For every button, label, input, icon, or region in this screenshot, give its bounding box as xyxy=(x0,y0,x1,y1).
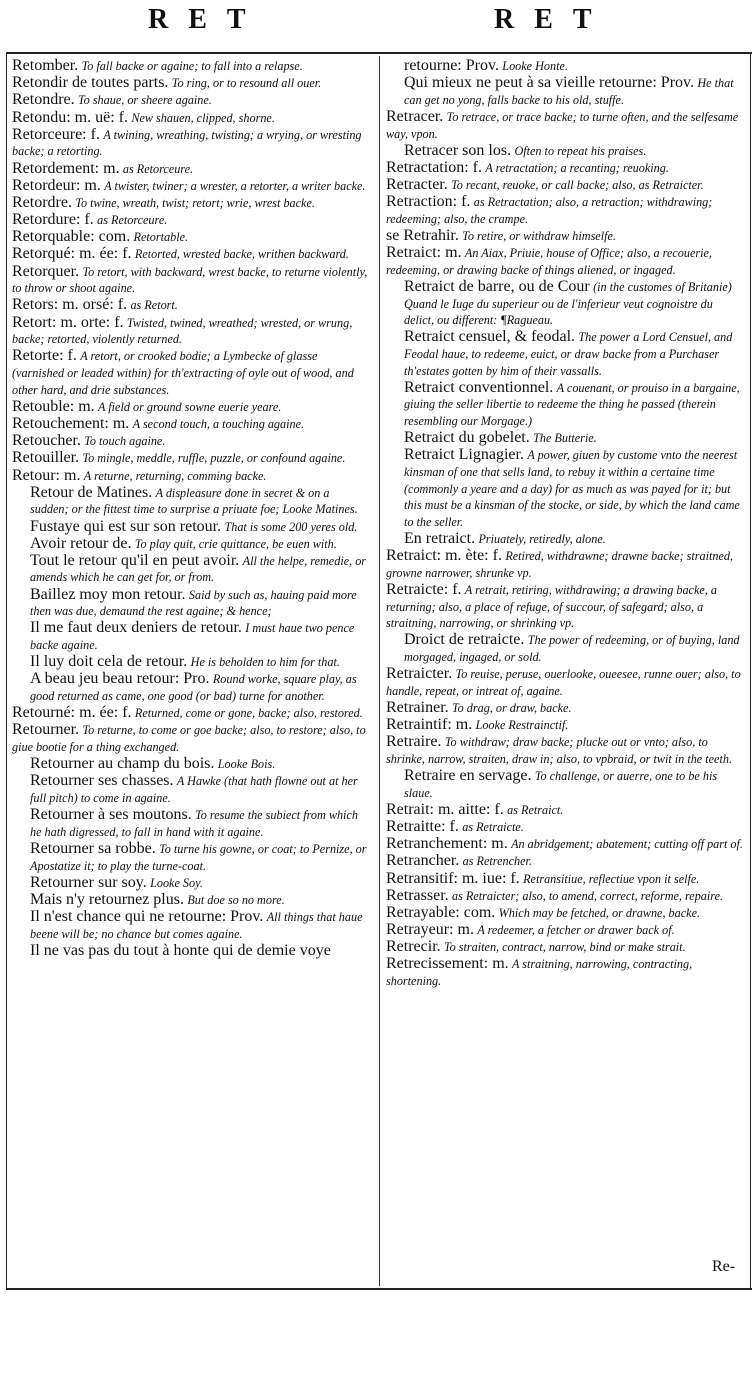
entry-headword: Retorte: f. xyxy=(12,347,77,365)
dictionary-entry xyxy=(12,264,370,297)
entry-definition: Said by such as, hauing paid more then was due, demaund the rest againe; & hence; xyxy=(30,587,357,619)
entry-headword: Retrecir. xyxy=(386,938,441,956)
entry-definition: A second touch, a touching againe. xyxy=(132,416,305,431)
entry-definition: as Retorceure. xyxy=(97,213,168,228)
entry-headword: Retransitif: m. iue: f. xyxy=(386,869,520,887)
dictionary-entry xyxy=(12,468,370,485)
entry-definition: as Retorceure. xyxy=(122,161,194,176)
dictionary-entry xyxy=(386,956,744,989)
entry-definition: To fall backe or againe; to fall into a relapse. xyxy=(81,59,303,73)
entry-headword: Retraintif: m. xyxy=(386,716,473,734)
entry-headword: Retrayable: com. xyxy=(386,903,496,921)
entry-definition: A retrait, retiring, withdrawing; a drawing backe, a returning; also, a place of refuge, of succour, of safegard; also, a straitning, narrowing, or shrinking vp. xyxy=(386,582,717,631)
entry-headword: Il luy doit cela de retour. xyxy=(30,653,188,671)
entry-definition: Priuately, retiredly, alone. xyxy=(478,531,606,546)
entry-definition: A field or ground sowne euerie yeare. xyxy=(98,399,282,414)
entry-definition: A straitning, narrowing, contracting, shortening. xyxy=(386,957,693,989)
entry-headword: Retrasser. xyxy=(386,886,449,904)
entry-definition: A returne, returning, comming backe. xyxy=(83,468,267,483)
entry-definition: Which may be fetched, or drawne, backe. xyxy=(498,905,701,920)
dictionary-entry xyxy=(12,315,370,348)
entry-headword: Retrainer. xyxy=(386,698,449,716)
entry-headword: Retraicter. xyxy=(386,665,453,683)
entry-definition: A Hawke (that hath flowne out at her full pitch) to come in againe. xyxy=(30,774,358,805)
dictionary-entry xyxy=(12,519,370,536)
entry-definition: Retorted, wrested backe, writhen backward. xyxy=(134,247,349,262)
entry-definition: An Aiax, Priuie, house of Office; also, a recouerie, redeeming, or drawing backe of things aliened, or ingaged. xyxy=(386,246,712,277)
entry-definition: To retort, with backward, wrest backe, to returne violently, to throw or shoot againe. xyxy=(12,264,368,296)
left-border xyxy=(6,52,7,1288)
entry-headword: Retraict: m. ète: f. xyxy=(386,547,502,565)
entry-headword: Retordre. xyxy=(12,193,72,211)
entry-definition: A twining, wreathing, twisting; a wrying, or wresting backe; a retorting. xyxy=(12,127,362,159)
entry-definition: To play quit, crie quittance, be euen with. xyxy=(134,536,337,551)
entry-headword: Retourner sur soy. xyxy=(30,873,147,891)
entry-definition: To reuise, peruse, ouerlooke, oueesee, runne ouer; also, to handle, repeat, or intreat of, againe. xyxy=(386,667,741,698)
dictionary-entry xyxy=(12,229,370,246)
dictionary-entry xyxy=(12,75,370,92)
dictionary-entry xyxy=(386,430,744,447)
entry-headword: En retraict. xyxy=(404,529,476,547)
dictionary-entry xyxy=(12,399,370,416)
dictionary-entry xyxy=(12,892,370,909)
dictionary-entry xyxy=(12,671,370,704)
dictionary-entry xyxy=(12,654,370,671)
entry-headword: Retraict: m. xyxy=(386,244,462,262)
dictionary-entry xyxy=(12,705,370,722)
entry-definition: A displeasure done in secret & on a sudden; or the fittest time to surprise a priuate foe; Looke Matines. xyxy=(30,485,358,517)
dictionary-entry xyxy=(386,75,744,108)
entry-definition: as Retraicter; also, to amend, correct, reforme, repaire. xyxy=(452,888,724,903)
header-left: RET xyxy=(148,4,266,35)
entry-headword: Retomber. xyxy=(12,57,79,74)
entry-headword: Retraict de barre, ou de Cour xyxy=(404,278,590,296)
dictionary-entry xyxy=(386,905,744,922)
dictionary-entry xyxy=(386,922,744,939)
dictionary-entry xyxy=(386,717,744,734)
entry-headword: Retrait: m. aitte: f. xyxy=(386,800,504,818)
entry-definition: as Retort. xyxy=(130,298,178,313)
dictionary-entry xyxy=(386,447,744,530)
entry-definition: as Retraict. xyxy=(507,802,564,817)
entry-definition: He that can get no yong, falls backe to his old, stuffe. xyxy=(404,76,734,107)
dictionary-entry xyxy=(12,536,370,553)
dictionary-entry xyxy=(386,548,744,581)
entry-headword: Il me faut deux deniers de retour. xyxy=(30,619,242,637)
entry-definition: That is some 200 yeres old. xyxy=(224,519,358,534)
entry-definition: as Retractation; also, a retraction; withdrawing; redeeming; also, the crampe. xyxy=(386,195,713,226)
entry-headword: Retondir de toutes parts. xyxy=(12,74,169,92)
entry-headword: Retracter. xyxy=(386,176,448,194)
right-border xyxy=(750,52,751,1288)
entry-headword: Retorquable: com. xyxy=(12,228,131,246)
entry-headword: Qui mieux ne peut à sa vieille retourne: Prov. xyxy=(404,74,694,92)
dictionary-entry xyxy=(12,943,370,960)
entry-headword: Retracer. xyxy=(386,107,444,125)
entry-definition: I must haue two pence backe againe. xyxy=(30,621,355,653)
entry-headword: Retractation: f. xyxy=(386,158,482,176)
entry-definition: Often to repeat his praises. xyxy=(514,143,647,158)
dictionary-entry xyxy=(12,773,370,806)
dictionary-entry xyxy=(386,734,744,767)
dictionary-entry xyxy=(386,228,744,245)
entry-headword: Retourné: m. ée: f. xyxy=(12,704,132,722)
entry-definition: To twine, wreath, twist; retort; wrie, wrest backe. xyxy=(75,195,315,210)
dictionary-entry xyxy=(12,722,370,755)
entry-headword: A beau jeu beau retour: Pro. xyxy=(30,670,210,688)
entry-definition: To ring, or to resound all ouer. xyxy=(171,76,322,91)
column-divider xyxy=(379,56,380,1286)
dictionary-entry xyxy=(12,416,370,433)
entry-definition: A power, giuen by custome vnto the neerest kinsman of one that sells land, to rebuy it within a certaine time (commonly a yeare and a day) for as much as was payed for it; but this must be a kinsman of the stocke, or side, by which the land came to the seller. xyxy=(404,448,740,529)
entry-headword: Tout le retour qu'il en peut avoir. xyxy=(30,551,240,569)
dictionary-entry xyxy=(386,245,744,278)
entry-headword: Retourner ses chasses. xyxy=(30,772,174,790)
dictionary-entry xyxy=(386,380,744,430)
entry-definition: To mingle, meddle, ruffle, puzzle, or confound againe. xyxy=(82,451,346,466)
entry-headword: Fustaye qui est sur son retour. xyxy=(30,517,222,535)
dictionary-entry xyxy=(386,632,744,665)
entry-headword: Retourner sa robbe. xyxy=(30,839,156,857)
entry-headword: Retorquer. xyxy=(12,262,80,280)
entry-definition: To withdraw; draw backe; plucke out or vnto; also, to shrinke, narrow, straiten, draw in; also, to vpbraid, or twit in the teeth. xyxy=(386,735,732,766)
dictionary-entry xyxy=(12,297,370,314)
entry-headword: Retrecissement: m. xyxy=(386,955,509,973)
entry-headword: Retracer son los. xyxy=(404,141,512,159)
dictionary-entry xyxy=(12,875,370,892)
entry-definition: To drag, or draw, backe. xyxy=(452,700,572,715)
entry-definition: The power of redeeming, or of buying, land morgaged, ingaged, or sold. xyxy=(404,633,740,664)
dictionary-entry xyxy=(12,110,370,127)
entry-definition: The Butterie. xyxy=(533,431,597,446)
dictionary-entry xyxy=(386,666,744,699)
entry-definition: The power a Lord Censuel, and Feodal haue, to redeeme, euict, or draw backe from a Purchaser th'estates gotten by him of their vassalls. xyxy=(404,330,733,378)
entry-headword: Retraict du gobelet. xyxy=(404,429,530,447)
dictionary-entry xyxy=(386,836,744,853)
entry-headword: Retondu: m. uë: f. xyxy=(12,108,128,126)
entry-headword: Retouiller. xyxy=(12,449,80,467)
bottom-rule xyxy=(6,1288,752,1290)
entry-definition: Round worke, square play, as good returned as came, one good (or bad) turne for another. xyxy=(30,672,357,703)
entry-definition: A couenant, or prouiso in a bargaine, giuing the seller libertie to redeeme the thing he passed (therein resembling our Morgage.) xyxy=(404,380,740,428)
entry-headword: Retouchement: m. xyxy=(12,414,130,432)
entry-headword: Retordement: m. xyxy=(12,159,120,177)
entry-definition: To retrace, or trace backe; to turne often, and the selfesame way, vpon. xyxy=(386,109,739,141)
entry-headword: Retraicte: f. xyxy=(386,580,462,598)
entry-definition: All the helpe, remedie, or amends which he can get for, or from. xyxy=(30,553,367,585)
dictionary-entry xyxy=(386,888,744,905)
dictionary-entry xyxy=(12,246,370,263)
entry-headword: Mais n'y retournez plus. xyxy=(30,890,184,908)
catchword: Re- xyxy=(712,1258,736,1275)
entry-headword: Retort: m. orte: f. xyxy=(12,313,124,331)
dictionary-entry xyxy=(386,768,744,801)
entry-definition: A retort, or crooked bodie; a Lymbecke of glasse (varnished or leaded within) for th'extracting of oyle out of wood, and other hard, and drie substances. xyxy=(12,349,354,397)
entry-definition: An abridgement; abatement; cutting off part of. xyxy=(511,837,743,852)
entry-headword: Retorqué: m. ée: f. xyxy=(12,245,132,263)
entry-definition: He is beholden to him for that. xyxy=(190,655,340,670)
entry-definition: To recant, reuoke, or call backe; also, as Retraicter. xyxy=(451,178,704,193)
dictionary-entry xyxy=(12,92,370,109)
entry-definition: But doe so no more. xyxy=(187,892,285,907)
entry-headword: Baillez moy mon retour. xyxy=(30,585,186,603)
entry-headword: Retoucher. xyxy=(12,432,81,450)
entry-definition: A twister, twiner; a wrester, a retorter, a writer backe. xyxy=(104,178,366,193)
entry-headword: Retordeur: m. xyxy=(12,176,101,194)
entry-headword: retourne: Prov. xyxy=(404,57,499,74)
dictionary-entry xyxy=(12,756,370,773)
entry-headword: Retraire en servage. xyxy=(404,767,532,784)
entry-definition: To shaue, or sheere againe. xyxy=(78,93,212,108)
entry-definition: To resume the subiect from which he hath digressed, to fall in hand with it againe. xyxy=(30,808,358,839)
entry-definition: Returned, come or gone, backe; also, restored. xyxy=(134,706,363,721)
entry-headword: Il ne vas pas du tout à honte qui de demie voye xyxy=(30,941,331,959)
dictionary-entry xyxy=(12,807,370,840)
entry-headword: Retrancher. xyxy=(386,852,460,870)
dictionary-entry xyxy=(12,909,370,942)
left-column xyxy=(12,58,370,960)
dictionary-entry xyxy=(12,841,370,874)
entry-definition: Looke Honte. xyxy=(502,59,568,73)
entry-headword: Avoir retour de. xyxy=(30,534,132,552)
dictionary-entry xyxy=(386,819,744,836)
dictionary-entry xyxy=(12,485,370,518)
entry-definition: A retractation; a recanting; reuoking. xyxy=(485,160,669,175)
dictionary-entry xyxy=(12,620,370,653)
dictionary-entry xyxy=(12,587,370,620)
entry-definition: Twisted, twined, wreathed; wrested, or wrung, backe; retorted, violently returned. xyxy=(12,315,353,347)
entry-headword: Retondre. xyxy=(12,91,75,109)
entry-headword: Retraict conventionnel. xyxy=(404,378,554,396)
entry-headword: Il n'est chance qui ne retourne: Prov. xyxy=(30,908,264,926)
entry-headword: Retrayeur: m. xyxy=(386,921,474,939)
entry-definition: To returne, to come or goe backe; also, to restore; also, to giue bootie for a thing exchanged. xyxy=(12,723,366,754)
entry-definition: To straiten, contract, narrow, bind or make strait. xyxy=(444,940,686,955)
entry-headword: Retraitte: f. xyxy=(386,817,459,835)
dictionary-entry xyxy=(386,802,744,819)
dictionary-entry xyxy=(12,212,370,229)
dictionary-entry xyxy=(386,329,744,379)
entry-headword: Retraict censuel, & feodal. xyxy=(404,328,576,346)
entry-definition: Looke Bois. xyxy=(217,757,276,772)
right-column xyxy=(386,58,744,990)
entry-definition: New shauen, clipped, shorne. xyxy=(131,110,275,125)
entry-headword: Retors: m. orsé: f. xyxy=(12,296,128,314)
dictionary-entry xyxy=(12,348,370,398)
entry-definition: Retired, withdrawne; drawne backe; straitned, growne narrower, shrunke vp. xyxy=(386,549,734,580)
dictionary-entry xyxy=(12,195,370,212)
entry-headword: Droict de retraicte. xyxy=(404,631,525,649)
dictionary-entry xyxy=(12,58,370,75)
dictionary-entry xyxy=(386,58,744,75)
entry-headword: Retourner à ses moutons. xyxy=(30,806,192,824)
header-right: RET xyxy=(494,4,612,35)
dictionary-entry xyxy=(386,279,744,329)
entry-definition: (in the customes of Britanie) Quand le Iuge du superieur ou de l'inferieur veut cognoistre du delict, ou different: ¶Ragueau. xyxy=(404,280,732,328)
entry-headword: se Retrahir. xyxy=(386,227,459,245)
entry-definition: Looke Restrainctif. xyxy=(475,718,569,733)
dictionary-entry xyxy=(12,553,370,586)
entry-headword: Retour: m. xyxy=(12,466,81,484)
entry-headword: Retorceure: f. xyxy=(12,125,100,143)
dictionary-entry xyxy=(386,700,744,717)
entry-headword: Retourner au champ du bois. xyxy=(30,755,215,773)
dictionary-entry xyxy=(12,433,370,450)
dictionary-entry xyxy=(12,178,370,195)
dictionary-entry xyxy=(386,531,744,548)
entry-definition: To retire, or withdraw himselfe. xyxy=(462,229,616,244)
entry-headword: Retraction: f. xyxy=(386,193,471,211)
dictionary-entry xyxy=(386,939,744,956)
entry-definition: A redeemer, a fetcher or drawer back of. xyxy=(477,923,675,938)
entry-definition: To challenge, or auerre, one to be his slaue. xyxy=(404,769,718,800)
dictionary-entry xyxy=(12,127,370,160)
dictionary-entry xyxy=(386,871,744,888)
entry-definition: All things that haue beene will be; no chance but comes againe. xyxy=(30,910,363,941)
dictionary-entry xyxy=(12,161,370,178)
dictionary-entry xyxy=(386,160,744,177)
running-header xyxy=(0,4,754,44)
entry-definition: as Retraicte. xyxy=(462,819,524,834)
entry-definition: Retransitiue, reflectiue vpon it selfe. xyxy=(523,871,700,886)
entry-headword: Retraire. xyxy=(386,733,442,751)
entry-headword: Retouble: m. xyxy=(12,397,95,415)
dictionary-entry xyxy=(386,582,744,632)
entry-headword: Retranchement: m. xyxy=(386,835,508,853)
dictionary-entry xyxy=(386,109,744,142)
entry-definition: To touch againe. xyxy=(84,434,166,449)
entry-definition: Retortable. xyxy=(133,230,189,245)
entry-headword: Retordure: f. xyxy=(12,211,94,229)
top-rule xyxy=(6,52,752,54)
dictionary-entry xyxy=(12,450,370,467)
entry-headword: Retour de Matines. xyxy=(30,483,153,501)
entry-definition: Looke Soy. xyxy=(150,875,203,890)
entry-definition: as Retrencher. xyxy=(462,854,532,869)
entry-definition: To turne his gowne, or coat; to Pernize, or Apostatize it; to play the turne-coat. xyxy=(30,841,367,873)
dictionary-entry xyxy=(386,177,744,194)
entry-headword: Retourner. xyxy=(12,721,80,739)
dictionary-entry xyxy=(386,853,744,870)
dictionary-entry xyxy=(386,143,744,160)
dictionary-entry xyxy=(386,194,744,227)
entry-headword: Retraict Lignagier. xyxy=(404,446,524,464)
